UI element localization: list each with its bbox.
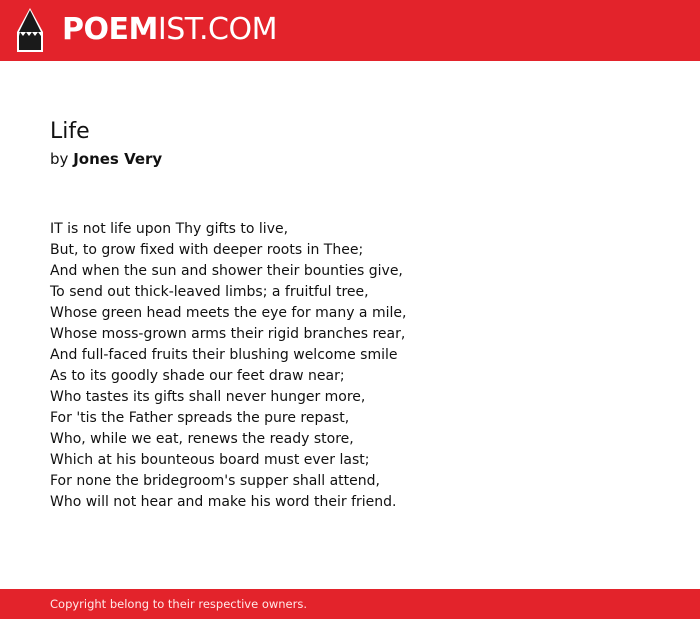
poem-line: Who, while we eat, renews the ready store, (50, 431, 354, 447)
poem-line: Who will not hear and make his word their friend. (50, 494, 397, 510)
byline (50, 149, 162, 169)
poem-line: For 'tis the Father spreads the pure repast, (50, 410, 350, 426)
site-header (0, 0, 700, 61)
logo-light-text: IST.COM (157, 12, 277, 47)
site-logo[interactable] (62, 13, 277, 47)
poem-line: And when the sun and shower their bounties give, (50, 263, 403, 279)
poem-line: As to its goodly shade our feet draw near; (50, 368, 345, 384)
copyright-text: Copyright belong to their respective owners. (50, 597, 308, 611)
poem-line: For none the bridegroom's supper shall attend, (50, 473, 380, 489)
poem-line: But, to grow fixed with deeper roots in Thee; (50, 242, 364, 258)
poem-line: Whose green head meets the eye for many a mile, (50, 305, 407, 321)
poem-line: Who tastes its gifts shall never hunger more, (50, 389, 366, 405)
pencil-tip-icon[interactable] (17, 8, 43, 52)
by-label: by (50, 150, 69, 168)
poem-line: Which at his bounteous board must ever last; (50, 452, 370, 468)
poem-line: Whose moss-grown arms their rigid branches rear, (50, 326, 406, 342)
author-name: Jones Very (73, 150, 163, 168)
poem-line: And full-faced fruits their blushing welcome smile (50, 347, 398, 363)
poem-body (50, 219, 406, 513)
poem-line: IT is not life upon Thy gifts to live, (50, 221, 289, 237)
logo-bold-text: POEM (62, 12, 158, 47)
poem-title: Life (50, 119, 90, 144)
poem-line: To send out thick-leaved limbs; a fruitful tree, (50, 284, 369, 300)
site-footer (0, 589, 700, 619)
